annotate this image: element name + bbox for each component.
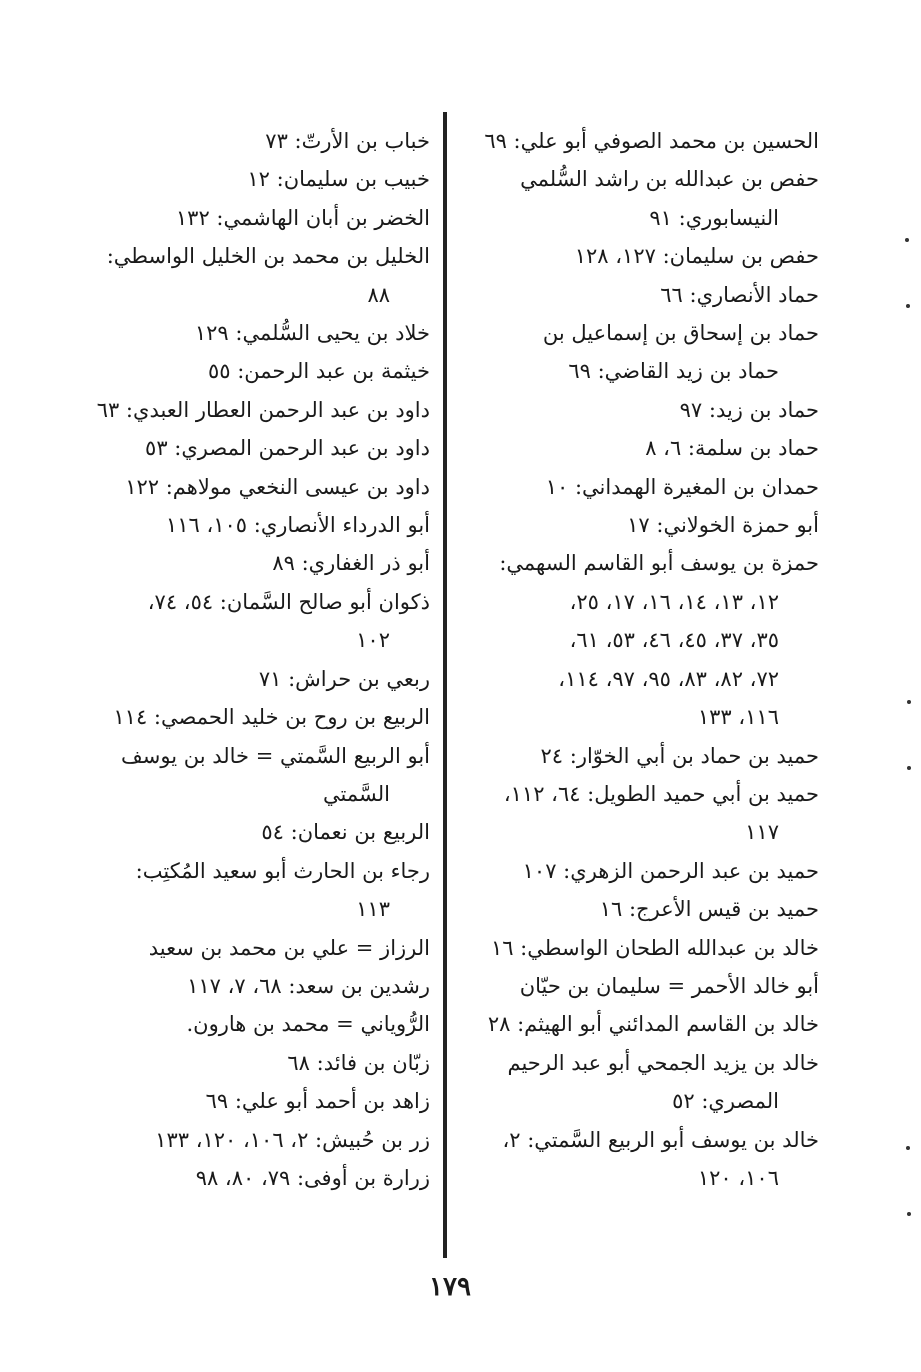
index-column-left bbox=[78, 122, 430, 1197]
index-entry-continuation: حماد بن زيد القاضي: ٦٩ bbox=[568, 359, 779, 384]
index-entry: الخليل بن محمد بن الخليل الواسطي: bbox=[106, 244, 430, 269]
index-entry-continuation: ١١٣ bbox=[356, 897, 390, 922]
index-entry: داود بن عيسى النخعي مولاهم: ١٢٢ bbox=[125, 474, 430, 499]
index-entry: حمزة بن يوسف أبو القاسم السهمي: bbox=[499, 551, 819, 576]
index-entry: داود بن عبد الرحمن العطار العبدي: ٦٣ bbox=[96, 397, 430, 422]
index-entry: أبو الدرداء الأنصاري: ١٠٥، ١١٦ bbox=[165, 513, 430, 538]
index-column-right bbox=[462, 122, 819, 1197]
index-entry: رشدين بن سعد: ٦٨، ٧، ١١٧ bbox=[187, 973, 430, 998]
index-entry: رجاء بن الحارث أبو سعيد المُكتِب: bbox=[135, 858, 430, 883]
index-entry: خالد بن يزيد الجمحي أبو عبد الرحيم bbox=[507, 1050, 819, 1075]
index-entry: الحسين بن محمد الصوفي أبو علي: ٦٩ bbox=[484, 129, 819, 153]
index-entry: الربيع بن روح بن خليد الحمصي: ١١٤ bbox=[113, 705, 430, 730]
scan-speck bbox=[907, 1212, 911, 1216]
index-entry: حميد بن قيس الأعرج: ١٦ bbox=[599, 897, 819, 922]
index-entry: الخضر بن أبان الهاشمي: ١٣٢ bbox=[175, 205, 430, 230]
index-entry-continuation: ١٠٦، ١٢٠ bbox=[697, 1165, 779, 1190]
index-entry-continuation: ٨٨ bbox=[367, 282, 390, 307]
index-entry: خالد بن القاسم المدائني أبو الهيثم: ٢٨ bbox=[487, 1012, 819, 1037]
index-entry: زبّان بن فائد: ٦٨ bbox=[287, 1050, 430, 1075]
index-entry: خالد بن عبدالله الطحان الواسطي: ١٦ bbox=[490, 935, 819, 960]
index-entry: خبيب بن سليمان: ١٢ bbox=[247, 167, 430, 192]
index-entry: خيثمة بن عبد الرحمن: ٥٥ bbox=[207, 359, 430, 384]
index-entry-continuation: النيسابوري: ٩١ bbox=[649, 205, 779, 230]
index-entry: زر بن حُبيش: ٢، ١٠٦، ١٢٠، ١٣٣ bbox=[155, 1127, 430, 1152]
index-entry: الرزاز = علي بن محمد بن سعيد bbox=[148, 935, 430, 960]
index-entry: أبو خالد الأحمر = سليمان بن حيّان bbox=[519, 973, 819, 998]
index-entry: حماد بن زيد: ٩٧ bbox=[679, 397, 819, 422]
index-entry: حميد بن حماد بن أبي الخوّار: ٢٤ bbox=[540, 743, 819, 768]
index-entry: خلاد بن يحيى السُّلمي: ١٢٩ bbox=[194, 321, 430, 346]
index-entry: حمدان بن المغيرة الهمداني: ١٠ bbox=[545, 474, 819, 499]
index-entry-continuation: السَّمتي bbox=[323, 781, 390, 806]
index-entry: حميد بن أبي حميد الطويل: ٦٤، ١١٢، bbox=[503, 781, 819, 806]
index-entry: خالد بن يوسف أبو الربيع السَّمتي: ٢، bbox=[502, 1127, 819, 1152]
column-divider bbox=[443, 112, 447, 1258]
index-entry: داود بن عبد الرحمن المصري: ٥٣ bbox=[145, 436, 430, 461]
index-entry: أبو الربيع السَّمتي = خالد بن يوسف bbox=[121, 743, 430, 768]
index-entry: حميد بن عبد الرحمن الزهري: ١٠٧ bbox=[522, 858, 819, 883]
index-entry: حماد الأنصاري: ٦٦ bbox=[660, 282, 819, 307]
index-entry: زاهد بن أحمد أبو علي: ٦٩ bbox=[205, 1089, 430, 1114]
index-entry: حماد بن سلمة: ٦، ٨ bbox=[645, 436, 819, 461]
index-entry: أبو ذر الغفاري: ٨٩ bbox=[272, 551, 430, 576]
index-entry-continuation: ١١٧ bbox=[745, 820, 779, 845]
index-entry: ذكوان أبو صالح السَّمان: ٥٤، ٧٤، bbox=[147, 589, 430, 614]
scan-speck bbox=[907, 700, 911, 704]
index-entry: الرُّوياني = محمد بن هارون. bbox=[186, 1012, 430, 1037]
scan-speck bbox=[905, 238, 909, 242]
index-entry: ربعي بن حراش: ٧١ bbox=[258, 666, 430, 691]
index-entry-continuation: ٣٥، ٣٧، ٤٥، ٤٦، ٥٣، ٦١، bbox=[569, 628, 779, 653]
scan-speck bbox=[906, 304, 910, 308]
index-entry: حماد بن إسحاق بن إسماعيل بن bbox=[542, 321, 819, 346]
index-entry: زرارة بن أوفى: ٧٩، ٨٠، ٩٨ bbox=[195, 1165, 430, 1190]
scan-speck bbox=[907, 766, 911, 770]
index-entry-continuation: ١٢، ١٣، ١٤، ١٦، ١٧، ٢٥، bbox=[569, 589, 779, 614]
index-entry-continuation: المصري: ٥٢ bbox=[672, 1089, 779, 1114]
index-entry: أبو حمزة الخولاني: ١٧ bbox=[627, 513, 819, 538]
index-entry-continuation: ٧٢، ٨٢، ٨٣، ٩٥، ٩٧، ١١٤، bbox=[558, 666, 779, 691]
index-entry: الربيع بن نعمان: ٥٤ bbox=[261, 820, 430, 845]
scan-speck bbox=[906, 1146, 910, 1150]
index-entry: خباب بن الأرتّ: ٧٣ bbox=[265, 129, 430, 153]
index-entry-continuation: ١١٦، ١٣٣ bbox=[697, 705, 779, 730]
index-entry-continuation: ١٠٢ bbox=[356, 628, 390, 653]
index-entry: حفص بن سليمان: ١٢٧، ١٢٨ bbox=[574, 244, 819, 269]
index-entry: حفص بن عبدالله بن راشد السُّلمي bbox=[520, 167, 819, 192]
page-number: ١٧٩ bbox=[429, 1272, 471, 1302]
